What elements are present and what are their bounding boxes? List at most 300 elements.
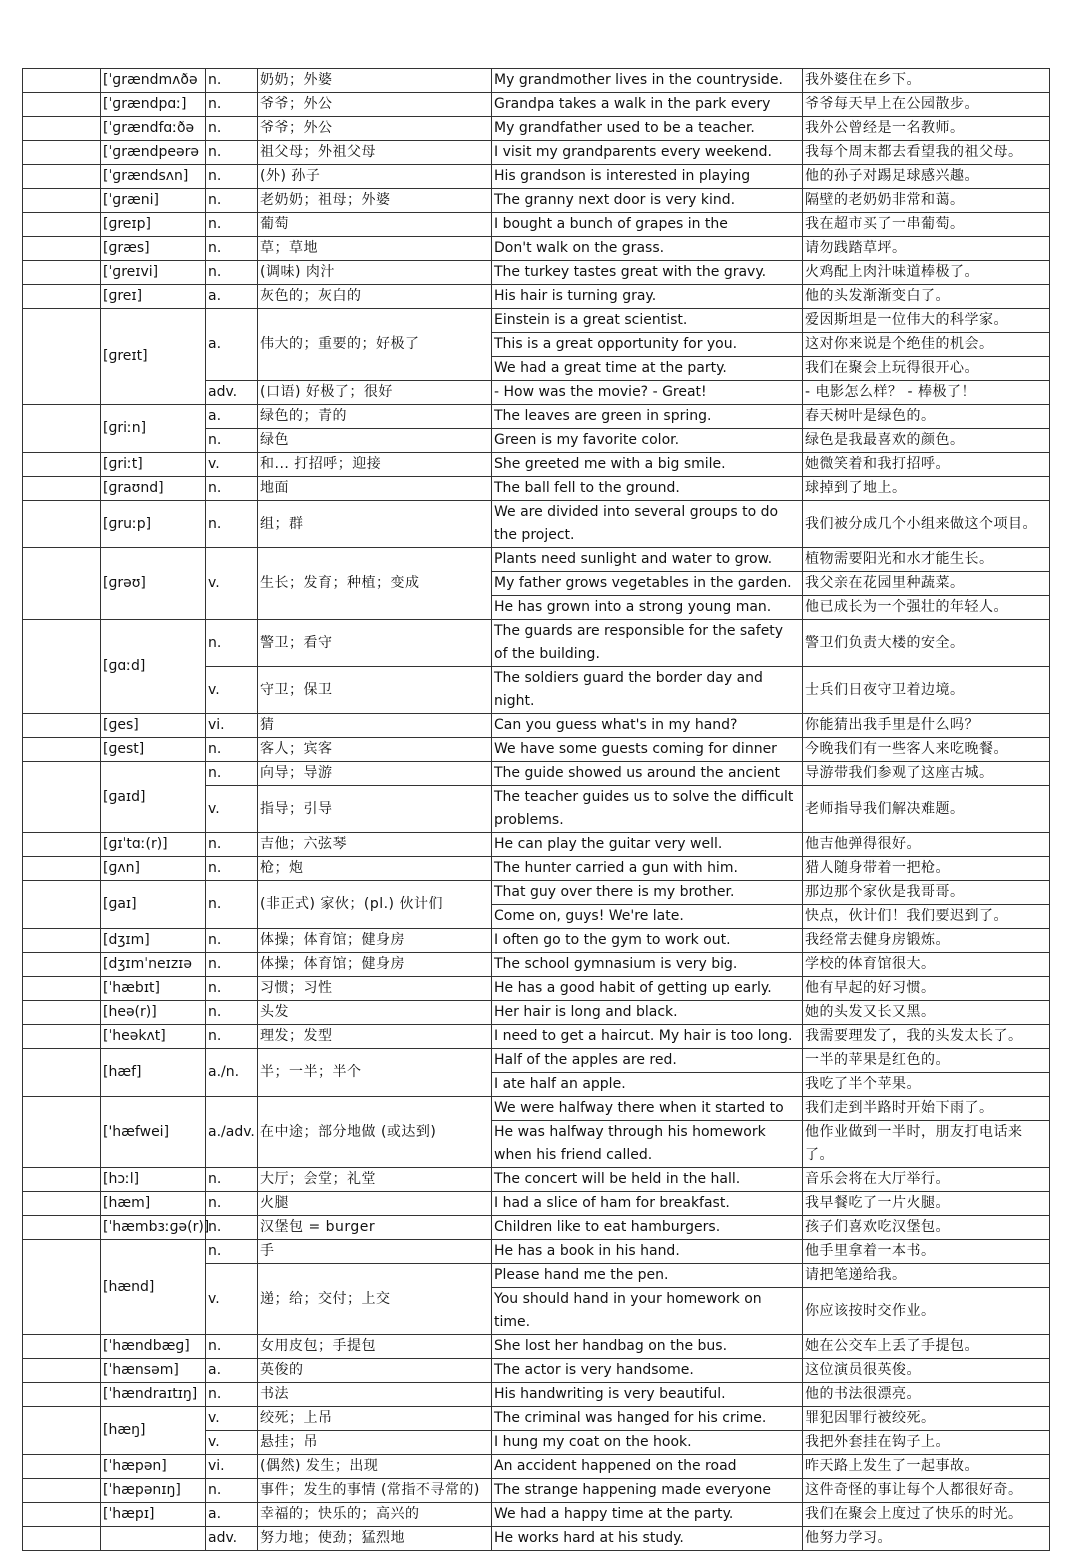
phonetic-cell: [ˈhæpənɪŋ] <box>101 1479 206 1503</box>
translation-cell: 我早餐吃了一片火腿。 <box>803 1192 1050 1216</box>
example-cell: I often go to the gym to work out. <box>492 929 803 953</box>
pos-cell: a./n. <box>206 1049 258 1097</box>
table-row <box>23 1479 1050 1503</box>
translation-cell: 春天树叶是绿色的。 <box>803 405 1050 429</box>
meaning-cell: 绞死；上吊 <box>258 1407 492 1431</box>
translation-cell: 植物需要阳光和水才能生长。 <box>803 548 1050 572</box>
meaning-cell: 半；一半；半个 <box>258 1049 492 1097</box>
phonetic-cell: [ˈheəkʌt] <box>101 1025 206 1049</box>
translation-cell: 他的孙子对踢足球感兴趣。 <box>803 165 1050 189</box>
word-cell <box>23 405 101 453</box>
meaning-cell: 努力地；使劲；猛烈地 <box>258 1527 492 1551</box>
example-cell: My grandmother lives in the countryside. <box>492 69 803 93</box>
example-cell: He has a good habit of getting up early. <box>492 977 803 1001</box>
meaning-cell: 地面 <box>258 477 492 501</box>
meaning-cell: 递；给；交付；上交 <box>258 1264 492 1335</box>
word-cell <box>23 1335 101 1359</box>
translation-cell: 我每个周末都去看望我的祖父母。 <box>803 141 1050 165</box>
phonetic-cell: [dʒɪm] <box>101 929 206 953</box>
phonetic-cell: [ˈɡrændmʌðə <box>101 69 206 93</box>
pos-cell: a. <box>206 309 258 381</box>
meaning-cell: 守卫；保卫 <box>258 667 492 714</box>
table-row <box>23 237 1050 261</box>
meaning-cell: 体操；体育馆；健身房 <box>258 953 492 977</box>
word-cell <box>23 857 101 881</box>
translation-cell: 请把笔递给我。 <box>803 1264 1050 1288</box>
table-row <box>23 881 1050 905</box>
example-cell: I bought a bunch of grapes in the <box>492 213 803 237</box>
word-cell <box>23 285 101 309</box>
pos-cell: n. <box>206 1192 258 1216</box>
translation-cell: 他吉他弹得很好。 <box>803 833 1050 857</box>
phonetic-cell: [ˈhæmbɜːɡə(r)] <box>101 1216 206 1240</box>
pos-cell: v. <box>206 1431 258 1455</box>
translation-cell: 我们在聚会上度过了快乐的时光。 <box>803 1503 1050 1527</box>
word-cell <box>23 165 101 189</box>
phonetic-cell: [ɡest] <box>101 738 206 762</box>
pos-cell: n. <box>206 429 258 453</box>
example-cell: Please hand me the pen. <box>492 1264 803 1288</box>
word-cell <box>23 1383 101 1407</box>
vocabulary-table <box>22 68 1050 1551</box>
example-cell: Grandpa takes a walk in the park every <box>492 93 803 117</box>
pos-cell: n. <box>206 213 258 237</box>
word-cell <box>23 1097 101 1168</box>
table-row <box>23 165 1050 189</box>
table-row <box>23 309 1050 333</box>
pos-cell: n. <box>206 1479 258 1503</box>
word-cell <box>23 929 101 953</box>
translation-cell: 老师指导我们解决难题。 <box>803 786 1050 833</box>
example-cell: He can play the guitar very well. <box>492 833 803 857</box>
pos-cell: n. <box>206 762 258 786</box>
meaning-cell: (非正式) 家伙；(pl.) 伙计们 <box>258 881 492 929</box>
example-cell: His grandson is interested in playing <box>492 165 803 189</box>
phonetic-cell: [ˈɡrændpeərə <box>101 141 206 165</box>
meaning-cell: 枪；炮 <box>258 857 492 881</box>
example-cell: We had a great time at the party. <box>492 357 803 381</box>
translation-cell: 他的头发渐渐变白了。 <box>803 285 1050 309</box>
word-cell <box>23 1001 101 1025</box>
phonetic-cell: [ɡraʊnd] <box>101 477 206 501</box>
phonetic-cell: [dʒɪmˈneɪzɪə <box>101 953 206 977</box>
vocabulary-sheet <box>22 68 1049 1546</box>
meaning-cell: (口语) 好极了；很好 <box>258 381 492 405</box>
meaning-cell: 在中途；部分地做 (或达到) <box>258 1097 492 1168</box>
phonetic-cell: [ˈhænsəm] <box>101 1359 206 1383</box>
meaning-cell: 老奶奶；祖母；外婆 <box>258 189 492 213</box>
translation-cell: 昨天路上发生了一起事故。 <box>803 1455 1050 1479</box>
phonetic-cell: [ˈhæpən] <box>101 1455 206 1479</box>
phonetic-cell: [ɡriːn] <box>101 405 206 453</box>
example-cell: The hunter carried a gun with him. <box>492 857 803 881</box>
pos-cell: v. <box>206 1264 258 1335</box>
example-cell: We were halfway there when it started to <box>492 1097 803 1121</box>
example-cell: He was halfway through his homework when his friend called. <box>492 1121 803 1168</box>
meaning-cell: 猜 <box>258 714 492 738</box>
word-cell <box>23 833 101 857</box>
meaning-cell: 大厅；会堂；礼堂 <box>258 1168 492 1192</box>
vocabulary-table-body <box>23 69 1050 1551</box>
translation-cell: 一半的苹果是红色的。 <box>803 1049 1050 1073</box>
meaning-cell: 书法 <box>258 1383 492 1407</box>
phonetic-cell: [ɡræs] <box>101 237 206 261</box>
table-row <box>23 1001 1050 1025</box>
pos-cell: adv. <box>206 381 258 405</box>
meaning-cell: 英俊的 <box>258 1359 492 1383</box>
table-row <box>23 1407 1050 1431</box>
translation-cell: 她的头发又长又黑。 <box>803 1001 1050 1025</box>
phonetic-cell: [hæŋ] <box>101 1407 206 1455</box>
translation-cell: 我在超市买了一串葡萄。 <box>803 213 1050 237</box>
meaning-cell: (外) 孙子 <box>258 165 492 189</box>
example-cell: The guards are responsible for the safety of the building. <box>492 620 803 667</box>
meaning-cell: 向导；导游 <box>258 762 492 786</box>
pos-cell: v. <box>206 548 258 620</box>
example-cell: The teacher guides us to solve the difficult problems. <box>492 786 803 833</box>
pos-cell: a. <box>206 285 258 309</box>
example-cell: Her hair is long and black. <box>492 1001 803 1025</box>
phonetic-cell: [ˈɡreɪvi] <box>101 261 206 285</box>
example-cell: We are divided into several groups to do the project. <box>492 501 803 548</box>
table-row <box>23 762 1050 786</box>
example-cell: You should hand in your homework on time. <box>492 1288 803 1335</box>
word-cell <box>23 1192 101 1216</box>
table-row <box>23 189 1050 213</box>
table-row <box>23 477 1050 501</box>
pos-cell: n. <box>206 977 258 1001</box>
word-cell <box>23 189 101 213</box>
example-cell: She lost her handbag on the bus. <box>492 1335 803 1359</box>
meaning-cell: 草；草地 <box>258 237 492 261</box>
table-row <box>23 1359 1050 1383</box>
meaning-cell: 伟大的；重要的；好极了 <box>258 309 492 381</box>
pos-cell: n. <box>206 93 258 117</box>
table-row <box>23 714 1050 738</box>
example-cell: His handwriting is very beautiful. <box>492 1383 803 1407</box>
example-cell: That guy over there is my brother. <box>492 881 803 905</box>
example-cell: The school gymnasium is very big. <box>492 953 803 977</box>
word-cell <box>23 953 101 977</box>
table-row <box>23 1025 1050 1049</box>
table-row <box>23 1097 1050 1121</box>
word-cell <box>23 620 101 714</box>
pos-cell: n. <box>206 501 258 548</box>
table-row <box>23 1192 1050 1216</box>
meaning-cell: 奶奶；外婆 <box>258 69 492 93</box>
example-cell: The strange happening made everyone <box>492 1479 803 1503</box>
translation-cell: 这对你来说是个绝佳的机会。 <box>803 333 1050 357</box>
meaning-cell: 吉他；六弦琴 <box>258 833 492 857</box>
word-cell <box>23 93 101 117</box>
example-cell: Green is my favorite color. <box>492 429 803 453</box>
phonetic-cell: [ɡruːp] <box>101 501 206 548</box>
word-cell <box>23 501 101 548</box>
word-cell <box>23 1359 101 1383</box>
pos-cell: n. <box>206 69 258 93</box>
word-cell <box>23 762 101 833</box>
table-row <box>23 213 1050 237</box>
phonetic-cell: [hæf] <box>101 1049 206 1097</box>
pos-cell: v. <box>206 786 258 833</box>
table-row <box>23 93 1050 117</box>
meaning-cell: 葡萄 <box>258 213 492 237</box>
pos-cell: n. <box>206 881 258 929</box>
translation-cell: 孩子们喜欢吃汉堡包。 <box>803 1216 1050 1240</box>
word-cell <box>23 237 101 261</box>
phonetic-cell: [ˈɡrændpɑː] <box>101 93 206 117</box>
meaning-cell: 习惯；习性 <box>258 977 492 1001</box>
translation-cell: 我经常去健身房锻炼。 <box>803 929 1050 953</box>
pos-cell: n. <box>206 833 258 857</box>
meaning-cell: 爷爷；外公 <box>258 93 492 117</box>
translation-cell: 我外公曾经是一名教师。 <box>803 117 1050 141</box>
phonetic-cell: [ɡaɪ] <box>101 881 206 929</box>
table-row <box>23 738 1050 762</box>
word-cell <box>23 548 101 620</box>
phonetic-cell: [ɡriːt] <box>101 453 206 477</box>
word-cell <box>23 1216 101 1240</box>
word-cell <box>23 977 101 1001</box>
translation-cell: 今晚我们有一些客人来吃晚餐。 <box>803 738 1050 762</box>
example-cell: Can you guess what's in my hand? <box>492 714 803 738</box>
example-cell: His hair is turning gray. <box>492 285 803 309</box>
phonetic-cell: [ˈhæpɪ] <box>101 1503 206 1527</box>
pos-cell: n. <box>206 261 258 285</box>
word-cell <box>23 1527 101 1551</box>
word-cell <box>23 477 101 501</box>
example-cell: We had a happy time at the party. <box>492 1503 803 1527</box>
table-row <box>23 285 1050 309</box>
translation-cell: 警卫们负责大楼的安全。 <box>803 620 1050 667</box>
example-cell: The concert will be held in the hall. <box>492 1168 803 1192</box>
table-row <box>23 69 1050 93</box>
translation-cell: 这件奇怪的事让每个人都很好奇。 <box>803 1479 1050 1503</box>
pos-cell: n. <box>206 189 258 213</box>
pos-cell: n. <box>206 141 258 165</box>
phonetic-cell: [hænd] <box>101 1240 206 1335</box>
phonetic-cell: [ɡɪˈtɑː(r)] <box>101 833 206 857</box>
word-cell <box>23 1479 101 1503</box>
meaning-cell: 灰色的；灰白的 <box>258 285 492 309</box>
word-cell <box>23 117 101 141</box>
meaning-cell: 理发；发型 <box>258 1025 492 1049</box>
pos-cell: n. <box>206 1025 258 1049</box>
table-row <box>23 977 1050 1001</box>
pos-cell: n. <box>206 1383 258 1407</box>
translation-cell: 那边那个家伙是我哥哥。 <box>803 881 1050 905</box>
example-cell: My grandfather used to be a teacher. <box>492 117 803 141</box>
word-cell <box>23 213 101 237</box>
pos-cell: v. <box>206 667 258 714</box>
pos-cell: n. <box>206 1240 258 1264</box>
table-row <box>23 953 1050 977</box>
phonetic-cell: [ˈhæbɪt] <box>101 977 206 1001</box>
pos-cell: n. <box>206 953 258 977</box>
phonetic-cell: [ɡʌn] <box>101 857 206 881</box>
table-row <box>23 1168 1050 1192</box>
example-cell: He has a book in his hand. <box>492 1240 803 1264</box>
translation-cell: 你应该按时交作业。 <box>803 1288 1050 1335</box>
phonetic-cell: [ɡreɪt] <box>101 309 206 405</box>
pos-cell: a. <box>206 405 258 429</box>
translation-cell: 他手里拿着一本书。 <box>803 1240 1050 1264</box>
meaning-cell: 事件；发生的事情 (常指不寻常的) <box>258 1479 492 1503</box>
example-cell: We have some guests coming for dinner <box>492 738 803 762</box>
pos-cell: n. <box>206 117 258 141</box>
word-cell <box>23 1455 101 1479</box>
translation-cell: 他已成长为一个强壮的年轻人。 <box>803 596 1050 620</box>
word-cell <box>23 309 101 405</box>
example-cell: The criminal was hanged for his crime. <box>492 1407 803 1431</box>
example-cell: I visit my grandparents every weekend. <box>492 141 803 165</box>
translation-cell: 他的书法很漂亮。 <box>803 1383 1050 1407</box>
translation-cell: 他有早起的好习惯。 <box>803 977 1050 1001</box>
table-row <box>23 620 1050 667</box>
table-row <box>23 929 1050 953</box>
phonetic-cell: [ɡrəʊ] <box>101 548 206 620</box>
example-cell: I had a slice of ham for breakfast. <box>492 1192 803 1216</box>
table-row <box>23 501 1050 548</box>
word-cell <box>23 1503 101 1527</box>
phonetic-cell: [ˈɡrændfɑːðə <box>101 117 206 141</box>
translation-cell: 快点，伙计们！我们要迟到了。 <box>803 905 1050 929</box>
table-row <box>23 1503 1050 1527</box>
word-cell <box>23 141 101 165</box>
table-row <box>23 405 1050 429</box>
translation-cell: 爱因斯坦是一位伟大的科学家。 <box>803 309 1050 333</box>
translation-cell: 她在公交车上丢了手提包。 <box>803 1335 1050 1359</box>
translation-cell: 火鸡配上肉汁味道棒极了。 <box>803 261 1050 285</box>
translation-cell: 士兵们日夜守卫着边境。 <box>803 667 1050 714</box>
translation-cell: 我们走到半路时开始下雨了。 <box>803 1097 1050 1121</box>
example-cell: He has grown into a strong young man. <box>492 596 803 620</box>
table-row <box>23 1335 1050 1359</box>
table-row <box>23 1455 1050 1479</box>
word-cell <box>23 1168 101 1192</box>
phonetic-cell: [ɡes] <box>101 714 206 738</box>
pos-cell: n. <box>206 477 258 501</box>
phonetic-cell: [ɡreɪ] <box>101 285 206 309</box>
meaning-cell: 爷爷；外公 <box>258 117 492 141</box>
translation-cell: 球掉到了地上。 <box>803 477 1050 501</box>
meaning-cell: 汉堡包 = burger <box>258 1216 492 1240</box>
meaning-cell: (偶然) 发生；出现 <box>258 1455 492 1479</box>
translation-cell: 猎人随身带着一把枪。 <box>803 857 1050 881</box>
phonetic-cell: [heə(r)] <box>101 1001 206 1025</box>
translation-cell: 这位演员很英俊。 <box>803 1359 1050 1383</box>
meaning-cell: 头发 <box>258 1001 492 1025</box>
translation-cell: - 电影怎么样？ - 棒极了！ <box>803 381 1050 405</box>
example-cell: An accident happened on the road <box>492 1455 803 1479</box>
pos-cell: n. <box>206 237 258 261</box>
meaning-cell: 组；群 <box>258 501 492 548</box>
meaning-cell: 警卫；看守 <box>258 620 492 667</box>
example-cell: The guide showed us around the ancient <box>492 762 803 786</box>
example-cell: I need to get a haircut. My hair is too long. <box>492 1025 803 1049</box>
pos-cell: a./adv. <box>206 1097 258 1168</box>
pos-cell: v. <box>206 453 258 477</box>
example-cell: My father grows vegetables in the garden. <box>492 572 803 596</box>
translation-cell: 我们在聚会上玩得很开心。 <box>803 357 1050 381</box>
example-cell: Children like to eat hamburgers. <box>492 1216 803 1240</box>
phonetic-cell <box>101 1527 206 1551</box>
phonetic-cell: [ˈɡræni] <box>101 189 206 213</box>
pos-cell: n. <box>206 1216 258 1240</box>
table-row <box>23 1527 1050 1551</box>
translation-cell: 绿色是我最喜欢的颜色。 <box>803 429 1050 453</box>
example-cell: She greeted me with a big smile. <box>492 453 803 477</box>
pos-cell: adv. <box>206 1527 258 1551</box>
translation-cell: 音乐会将在大厅举行。 <box>803 1168 1050 1192</box>
meaning-cell: 手 <box>258 1240 492 1264</box>
meaning-cell: (调味) 肉汁 <box>258 261 492 285</box>
translation-cell: 我把外套挂在钩子上。 <box>803 1431 1050 1455</box>
pos-cell: vi. <box>206 714 258 738</box>
table-row <box>23 1216 1050 1240</box>
table-row <box>23 453 1050 477</box>
example-cell: Come on, guys! We're late. <box>492 905 803 929</box>
meaning-cell: 绿色的；青的 <box>258 405 492 429</box>
phonetic-cell: [hæm] <box>101 1192 206 1216</box>
table-row <box>23 261 1050 285</box>
pos-cell: v. <box>206 1407 258 1431</box>
example-cell: - How was the movie? - Great! <box>492 381 803 405</box>
pos-cell: n. <box>206 1335 258 1359</box>
meaning-cell: 祖父母；外祖父母 <box>258 141 492 165</box>
translation-cell: 我吃了半个苹果。 <box>803 1073 1050 1097</box>
meaning-cell: 生长；发育；种植；变成 <box>258 548 492 620</box>
meaning-cell: 体操；体育馆；健身房 <box>258 929 492 953</box>
word-cell <box>23 1025 101 1049</box>
word-cell <box>23 1407 101 1455</box>
translation-cell: 我外婆住在乡下。 <box>803 69 1050 93</box>
pos-cell: n. <box>206 738 258 762</box>
pos-cell: n. <box>206 857 258 881</box>
pos-cell: a. <box>206 1359 258 1383</box>
example-cell: The ball fell to the ground. <box>492 477 803 501</box>
meaning-cell: 火腿 <box>258 1192 492 1216</box>
word-cell <box>23 261 101 285</box>
example-cell: He works hard at his study. <box>492 1527 803 1551</box>
example-cell: Half of the apples are red. <box>492 1049 803 1073</box>
meaning-cell: 幸福的；快乐的；高兴的 <box>258 1503 492 1527</box>
translation-cell: 我父亲在花园里种蔬菜。 <box>803 572 1050 596</box>
table-row <box>23 1240 1050 1264</box>
phonetic-cell: [ˈɡrændsʌn] <box>101 165 206 189</box>
translation-cell: 爷爷每天早上在公园散步。 <box>803 93 1050 117</box>
example-cell: This is a great opportunity for you. <box>492 333 803 357</box>
word-cell <box>23 453 101 477</box>
meaning-cell: 客人；宾客 <box>258 738 492 762</box>
phonetic-cell: [ɡɑːd] <box>101 620 206 714</box>
pos-cell: n. <box>206 165 258 189</box>
word-cell <box>23 69 101 93</box>
translation-cell: 你能猜出我手里是什么吗？ <box>803 714 1050 738</box>
table-row <box>23 857 1050 881</box>
example-cell: Einstein is a great scientist. <box>492 309 803 333</box>
translation-cell: 罪犯因罪行被绞死。 <box>803 1407 1050 1431</box>
meaning-cell: 绿色 <box>258 429 492 453</box>
example-cell: The soldiers guard the border day and night. <box>492 667 803 714</box>
translation-cell: 学校的体育馆很大。 <box>803 953 1050 977</box>
word-cell <box>23 1240 101 1335</box>
table-row <box>23 833 1050 857</box>
pos-cell: n. <box>206 1168 258 1192</box>
translation-cell: 她微笑着和我打招呼。 <box>803 453 1050 477</box>
meaning-cell: 女用皮包；手提包 <box>258 1335 492 1359</box>
pos-cell: n. <box>206 929 258 953</box>
